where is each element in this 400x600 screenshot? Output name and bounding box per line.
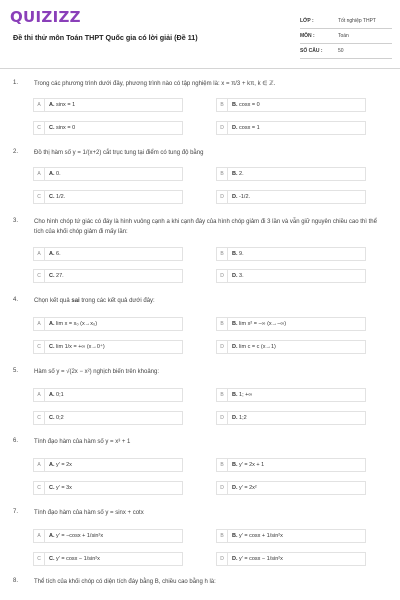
option-text: 1/2.	[56, 193, 66, 200]
option-d[interactable]	[216, 481, 366, 495]
option-letter: D	[217, 482, 228, 494]
option-letter: C	[34, 482, 45, 494]
option-a[interactable]	[33, 167, 183, 181]
meta-label: LỚP :	[300, 18, 314, 24]
option-text: y′ = 2x²	[239, 484, 257, 491]
option-text: y′ = cosx + 1/sin²x	[239, 532, 283, 539]
option-d[interactable]	[216, 269, 366, 283]
question-text-emphasis: sai	[71, 298, 80, 304]
question-text-pre: Chọn kết quả	[34, 298, 72, 304]
question-text-post: trong các kết quả dưới đây:	[79, 298, 155, 304]
question-text	[34, 297, 378, 307]
option-key: A.	[49, 532, 55, 539]
option-key: D.	[232, 272, 238, 279]
question-number: 8.	[13, 578, 19, 584]
option-letter: B	[217, 389, 228, 401]
option-key: A.	[49, 391, 55, 398]
option-key: D.	[232, 124, 238, 131]
option-key: D.	[232, 484, 238, 491]
option-text: lim x = x₀ (x→x₀)	[56, 320, 98, 327]
option-key: C.	[49, 124, 55, 131]
option-letter: D	[217, 270, 228, 282]
option-letter: D	[217, 553, 228, 565]
option-text: y′ = −cosx + 1/sin²x	[56, 532, 104, 539]
option-d[interactable]	[216, 552, 366, 566]
option-key: B.	[232, 320, 238, 327]
option-a[interactable]	[33, 317, 183, 331]
meta-row-question-count	[300, 44, 392, 59]
option-c[interactable]	[33, 552, 183, 566]
option-text: -1/2.	[239, 193, 251, 200]
option-key: D.	[232, 193, 238, 200]
option-letter: D	[217, 191, 228, 203]
question-number: 7.	[13, 509, 19, 515]
question-text: Cho hình chóp tứ giác có đáy là hình vuông cạnh a khi cạnh đáy của hình chóp giảm đi 3 lần và vẫn giữ nguyên chiều cao thì thể tích của khối chóp giảm đi mấy lần:	[34, 219, 377, 235]
option-a[interactable]	[33, 98, 183, 112]
document-header	[0, 0, 400, 66]
option-d[interactable]	[216, 121, 366, 135]
option-letter: B	[217, 168, 228, 180]
option-b[interactable]	[216, 388, 366, 402]
option-text: 1;2	[239, 414, 247, 421]
option-c[interactable]	[33, 190, 183, 204]
option-key: B.	[232, 391, 238, 398]
option-d[interactable]	[216, 340, 366, 354]
option-b[interactable]	[216, 98, 366, 112]
option-text: cosx = 0	[239, 101, 260, 108]
option-key: C.	[49, 193, 55, 200]
option-letter: B	[217, 248, 228, 260]
option-letter: B	[217, 99, 228, 111]
option-text: 1; +∞	[239, 391, 253, 398]
option-a[interactable]	[33, 529, 183, 543]
question-number: 4.	[13, 297, 19, 303]
option-letter: A	[34, 389, 45, 401]
option-b[interactable]	[216, 167, 366, 181]
option-text: lim x² = −∞ (x→−∞)	[239, 320, 287, 327]
option-a[interactable]	[33, 388, 183, 402]
question-text: Tính đạo hàm của hàm số y = x³ + 1	[34, 439, 131, 445]
option-text: cosx = 1	[239, 124, 260, 131]
option-key: C.	[49, 343, 55, 350]
option-letter: B	[217, 459, 228, 471]
option-letter: B	[217, 318, 228, 330]
option-c[interactable]	[33, 411, 183, 425]
option-text: sinx = 1	[56, 101, 76, 108]
question-text: Trong các phương trình dưới đây, phương trình nào có tập nghiệm là: x = π/3 + kπ, k ∈ ℤ.	[34, 81, 276, 87]
option-a[interactable]	[33, 458, 183, 472]
option-letter: A	[34, 99, 45, 111]
option-letter: A	[34, 459, 45, 471]
meta-value: Toán	[338, 33, 349, 39]
option-a[interactable]	[33, 247, 183, 261]
option-letter: A	[34, 248, 45, 260]
meta-row-subject	[300, 29, 392, 44]
option-key: C.	[49, 414, 55, 421]
option-text: 2.	[239, 170, 244, 177]
option-text: lim c = c (x→1)	[239, 343, 276, 350]
option-d[interactable]	[216, 190, 366, 204]
option-b[interactable]	[216, 529, 366, 543]
option-text: sinx = 0	[56, 124, 76, 131]
option-text: y′ = 2x + 1	[239, 461, 265, 468]
option-letter: A	[34, 530, 45, 542]
option-key: A.	[49, 170, 55, 177]
option-letter: A	[34, 318, 45, 330]
option-text: y′ = 2x	[56, 461, 72, 468]
meta-value: 50	[338, 48, 344, 54]
option-letter: C	[34, 270, 45, 282]
meta-label: MÔN :	[300, 33, 315, 39]
option-key: D.	[232, 414, 238, 421]
question-number: 2.	[13, 149, 19, 155]
option-key: A.	[49, 320, 55, 327]
option-letter: C	[34, 553, 45, 565]
option-key: C.	[49, 272, 55, 279]
quizizz-logo: QUIZIZZ	[10, 8, 81, 26]
header-divider	[0, 68, 400, 69]
option-key: B.	[232, 461, 238, 468]
option-b[interactable]	[216, 247, 366, 261]
option-key: B.	[232, 250, 238, 257]
meta-label: SỐ CÂU :	[300, 48, 323, 54]
option-key: A.	[49, 101, 55, 108]
option-text: 3.	[239, 272, 244, 279]
option-c[interactable]	[33, 340, 183, 354]
option-key: C.	[49, 555, 55, 562]
question-text: Tính đạo hàm của hàm số y = sinx + cotx	[34, 510, 144, 516]
option-text: 9.	[239, 250, 244, 257]
meta-row-class	[300, 14, 392, 29]
option-b[interactable]	[216, 317, 366, 331]
option-key: A.	[49, 461, 55, 468]
meta-info-table	[300, 14, 392, 59]
option-key: B.	[232, 170, 238, 177]
option-text: 6.	[56, 250, 61, 257]
option-letter: D	[217, 412, 228, 424]
option-key: B.	[232, 532, 238, 539]
meta-value: Tốt nghiệp THPT	[338, 18, 376, 24]
option-letter: C	[34, 341, 45, 353]
question-text: Hàm số y = √(2x − x²) nghịch biến trên khoảng:	[34, 369, 160, 375]
option-text: y′ = 3x	[56, 484, 72, 491]
option-key: C.	[49, 484, 55, 491]
option-text: 0;1	[56, 391, 64, 398]
question-number: 5.	[13, 368, 19, 374]
option-text: y′ = cosx − 1/sin²x	[56, 555, 100, 562]
option-b[interactable]	[216, 458, 366, 472]
document-title: Đề thi thử môn Toán THPT Quốc gia có lời giải (Đề 11)	[13, 33, 198, 42]
option-letter: B	[217, 530, 228, 542]
option-letter: A	[34, 168, 45, 180]
option-c[interactable]	[33, 481, 183, 495]
option-text: 0;2	[56, 414, 64, 421]
option-d[interactable]	[216, 411, 366, 425]
option-letter: C	[34, 191, 45, 203]
question-text: Đồ thị hàm số y = 1/(x+2) cắt trục tung tại điểm có tung độ bằng	[34, 150, 204, 156]
option-text: 0.	[56, 170, 61, 177]
option-text: lim 1/x = +∞ (x→0⁺)	[56, 343, 105, 350]
option-c[interactable]	[33, 269, 183, 283]
option-letter: C	[34, 412, 45, 424]
question-text: Thể tích của khối chóp có diện tích đáy bằng B, chiều cao bằng h là:	[34, 579, 216, 585]
option-c[interactable]	[33, 121, 183, 135]
option-text: y′ = cosx − 1/sin²x	[239, 555, 283, 562]
option-letter: C	[34, 122, 45, 134]
option-key: D.	[232, 343, 238, 350]
option-letter: D	[217, 341, 228, 353]
question-number: 1.	[13, 80, 19, 86]
option-key: A.	[49, 250, 55, 257]
option-text: 27.	[56, 272, 64, 279]
option-key: D.	[232, 555, 238, 562]
question-number: 3.	[13, 218, 19, 224]
option-letter: D	[217, 122, 228, 134]
question-number: 6.	[13, 438, 19, 444]
option-key: B.	[232, 101, 238, 108]
